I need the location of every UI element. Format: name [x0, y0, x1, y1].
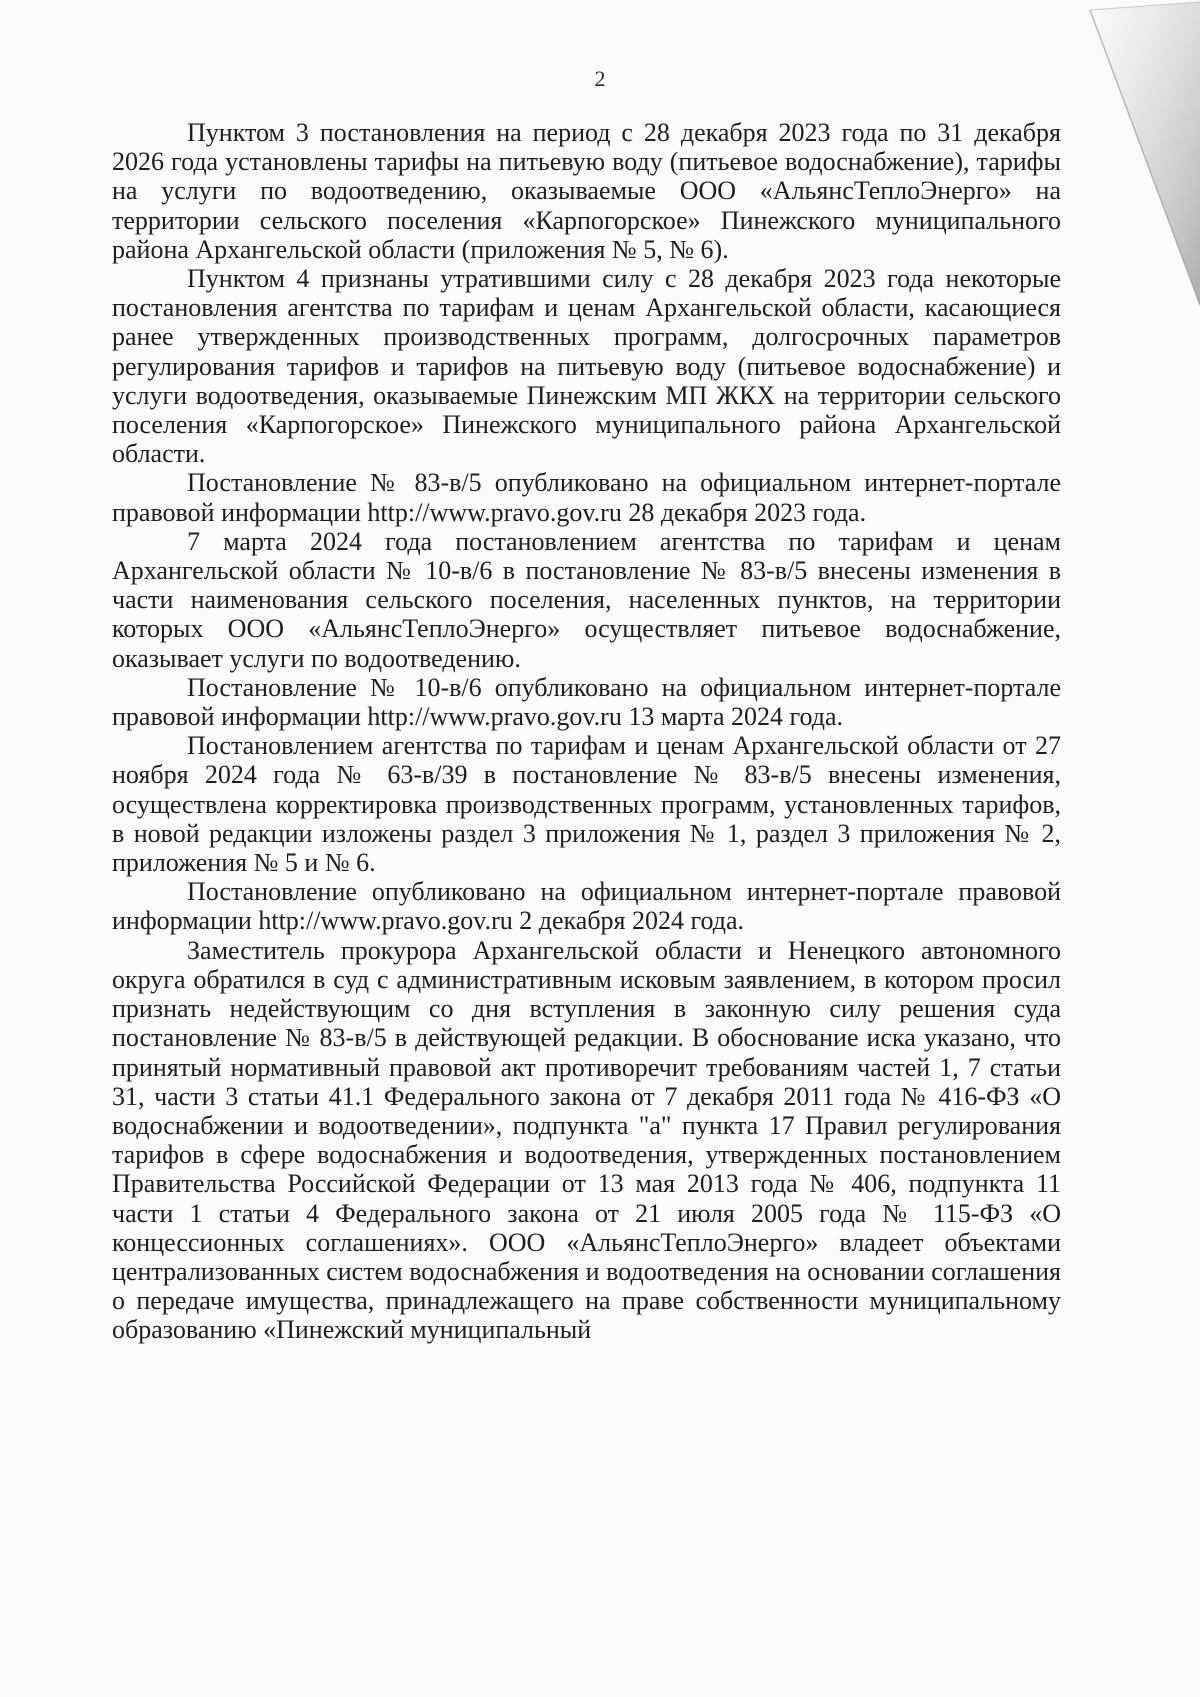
- paragraph: Постановлением агентства по тарифам и ценам Архангельской области от 27 ноября 2024 года № 63-в/39 в постановление № 83-в/5 внесены изменения, осуществлена корректировка производственных программ, установленных тарифов, в новой редакции изложены раздел 3 приложения № 1, раздел 3 приложения № 2, приложения № 5 и № 6.: [112, 731, 1061, 878]
- paragraph: Пунктом 3 постановления на период с 28 декабря 2023 года по 31 декабря 2026 года установлены тарифы на питьевую воду (питьевое водоснабжение), тарифы на услуги по водоотведению, оказываемые ООО «АльянсТеплоЭнерго» на территории сельского поселения «Карпогорское» Пинежского муниципального района Архангельской области (приложения № 5, № 6).: [112, 118, 1061, 264]
- paragraph: Заместитель прокурора Архангельской области и Ненецкого автономного округа обратился в суд с административным исковым заявлением, в котором просил признать недействующим со дня вступления в законную силу решения суда постановление № 83-в/5 в действующей редакции. В обоснование иска указано, что принятый нормативный правовой акт противоречит требованиям частей 1, 7 статьи 31, части 3 статьи 41.1 Федерального закона от 7 декабря 2011 года № 416-ФЗ «О водоснабжении и водоотведении», подпункта "а" пункта 17 Правил регулирования тарифов в сфере водоснабжения и водоотведения, утвержденных постановлением Правительства Российской Федерации от 13 мая 2013 года № 406, подпункта 11 части 1 статьи 4 Федерального закона от 21 июля 2005 года № 115-ФЗ «О концессионных соглашениях». ООО «АльянсТеплоЭнерго» владеет объектами централизованных систем водоснабжения и водоотведения на основании соглашения о передаче имущества, принадлежащего на праве собственности муниципальному образованию «Пинежский муниципальный: [112, 935, 1061, 1345]
- page-number: 2: [594, 66, 606, 91]
- paragraph: Постановление № 10-в/6 опубликовано на официальном интернет-портале правовой информации http://www.pravo.gov.ru 13 марта 2024 года.: [112, 672, 1061, 732]
- document-body: [112, 118, 1061, 1345]
- paragraph: 7 марта 2024 года постановлением агентства по тарифам и ценам Архангельской области № 10-в/6 в постановление № 83-в/5 внесены изменения в части наименования сельского поселения, населенных пунктов, на территории которых ООО «АльянсТеплоЭнерго» осуществляет питьевое водоснабжение, оказывает услуги по водоотведению.: [112, 526, 1061, 673]
- paragraph: Постановление № 83-в/5 опубликовано на официальном интернет-портале правовой информации http://www.pravo.gov.ru 28 декабря 2023 года.: [112, 468, 1061, 527]
- paragraph: Постановление опубликовано на официальном интернет-портале правовой информации http://www.pravo.gov.ru 2 декабря 2024 года.: [112, 877, 1061, 936]
- paragraph: Пунктом 4 признаны утратившими силу с 28 декабря 2023 года некоторые постановления агентства по тарифам и ценам Архангельской области, касающиеся ранее утвержденных производственных программ, долгосрочных параметров регулирования тарифов и тарифов на питьевую воду (питьевое водоснабжение) и услуги водоотведения, оказываемые Пинежским МП ЖКХ на территории сельского поселения «Карпогорское» Пинежского муниципального района Архангельской области.: [112, 264, 1061, 469]
